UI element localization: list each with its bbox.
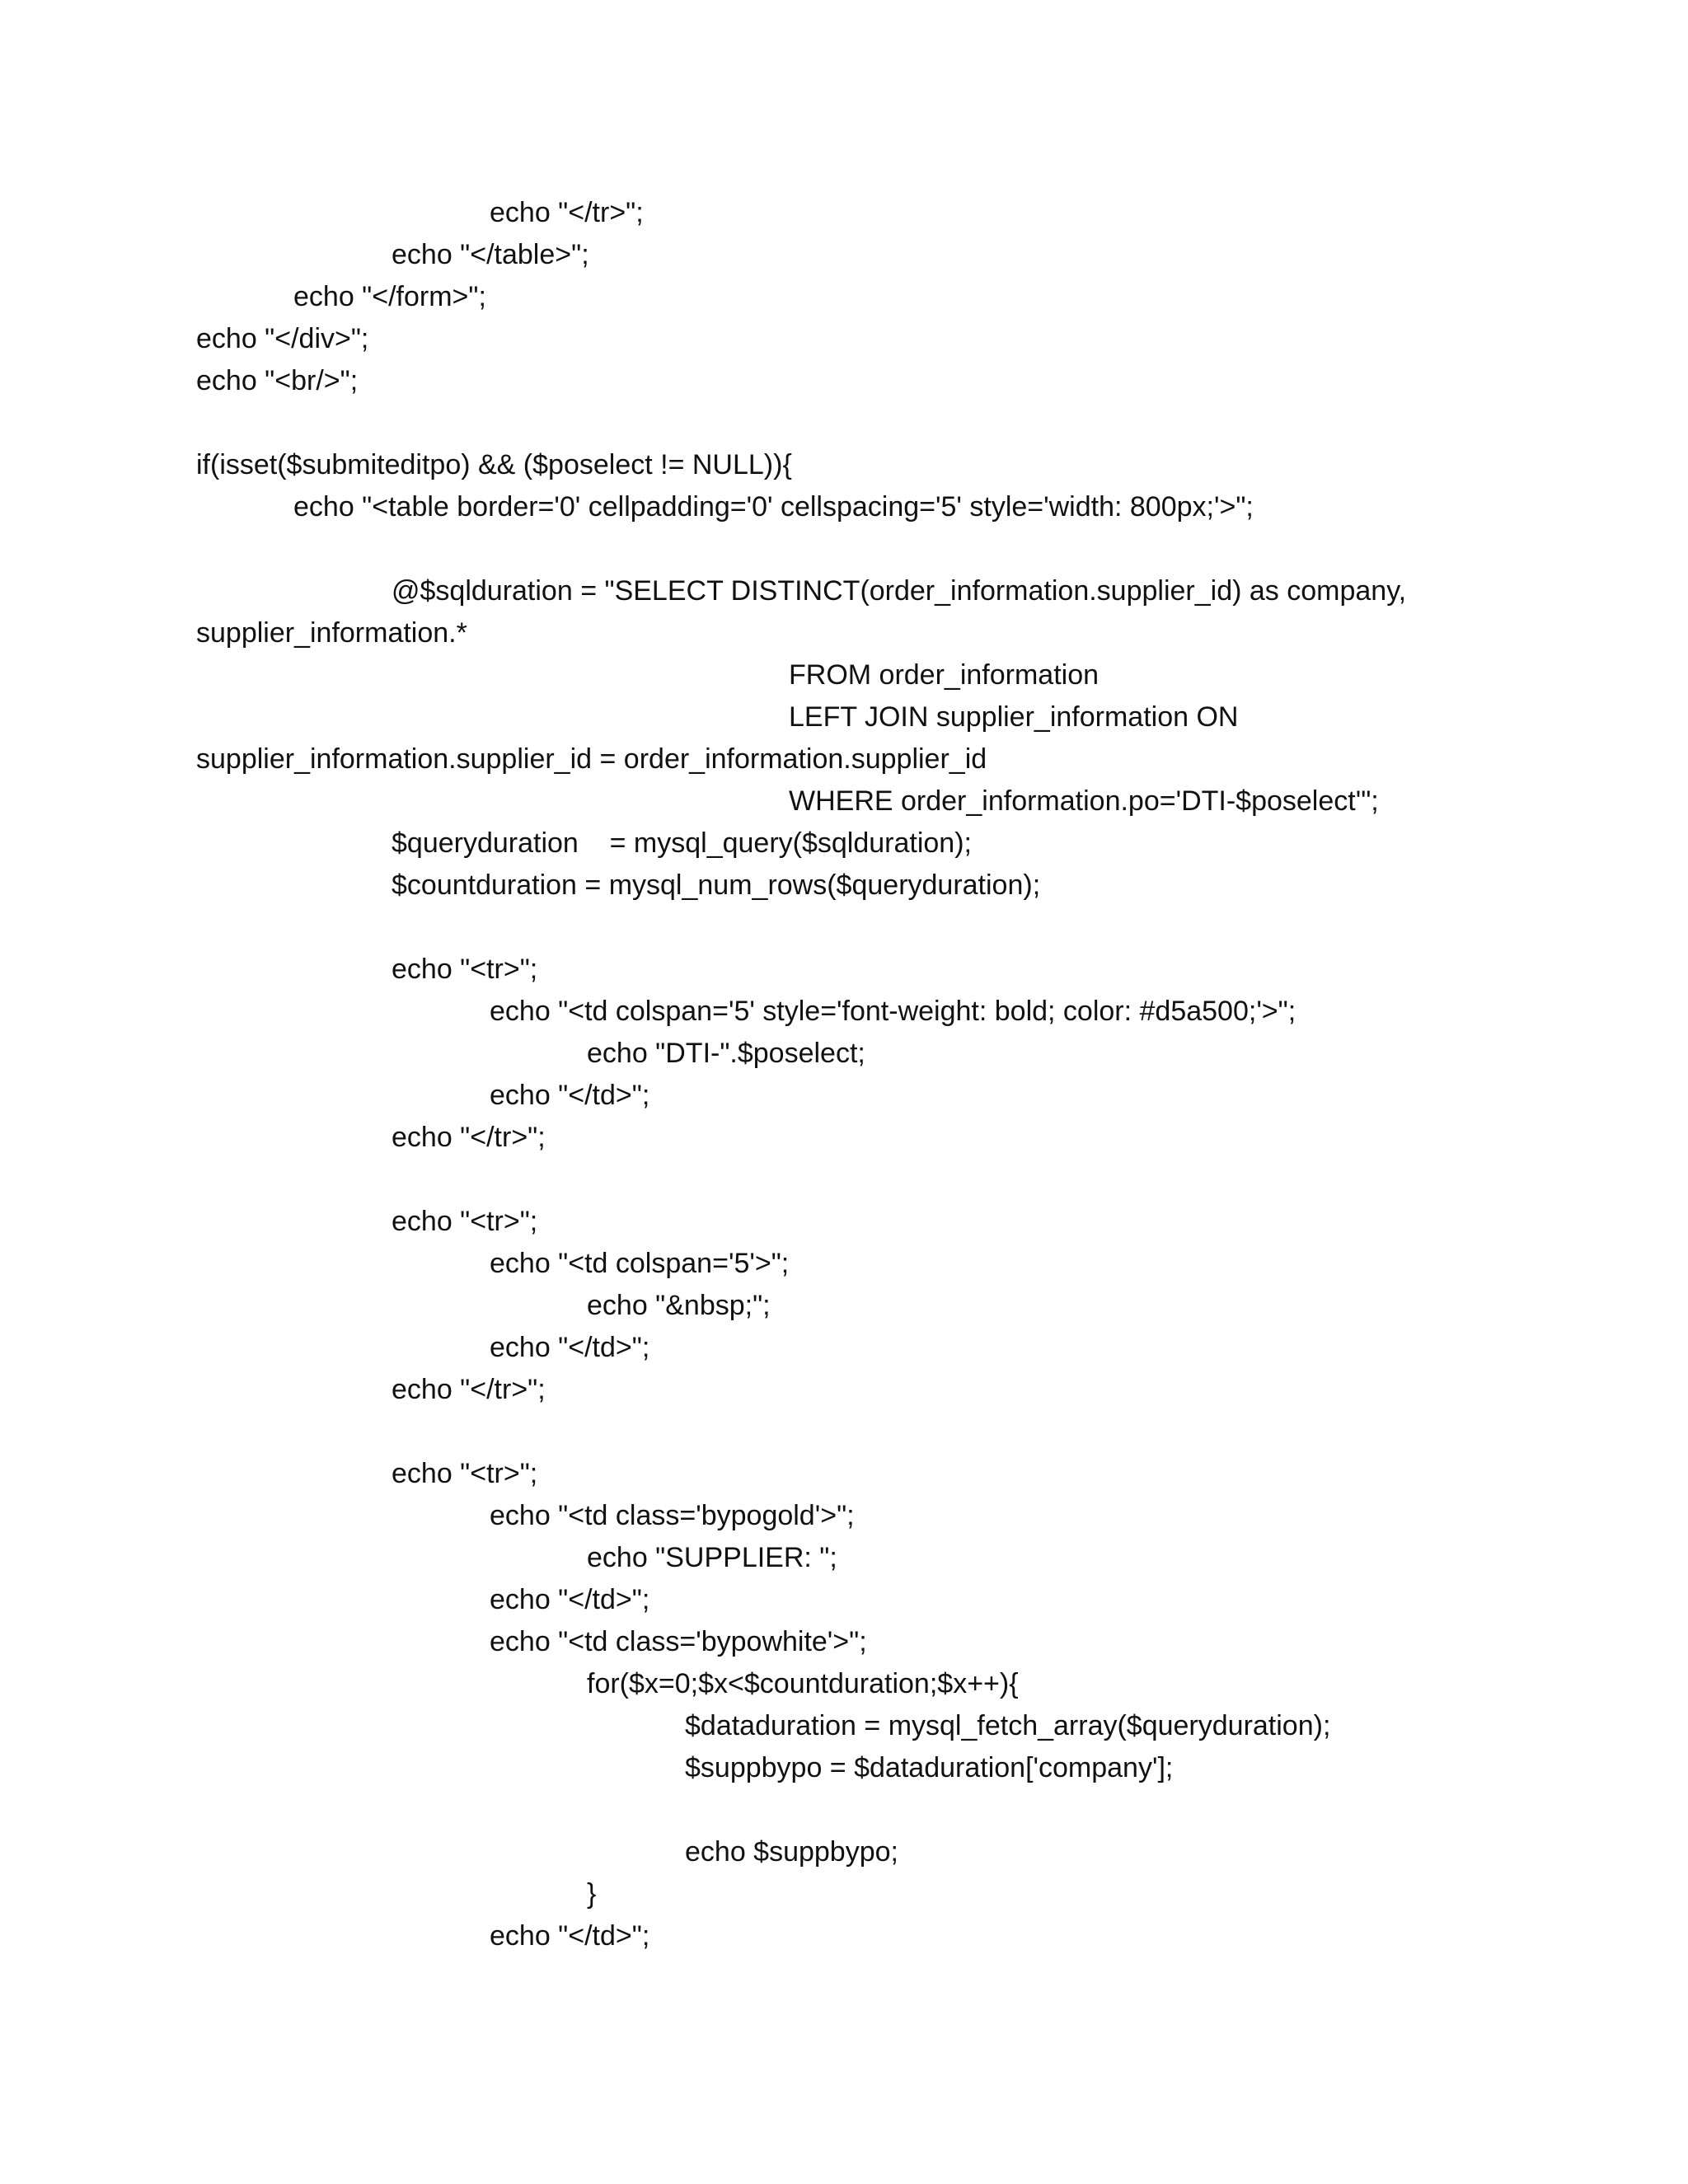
code-line: echo "<td class='bypowhite'>"; [490, 1626, 867, 1657]
code-line: echo "<table border='0' cellpadding='0' cellspacing='5' style='width: 800px;'>"; [293, 491, 1254, 523]
code-line: echo "<td colspan='5'>"; [490, 1248, 790, 1279]
code-line: echo "</td>"; [490, 1920, 650, 1952]
code-line: echo "DTI-".$poselect; [587, 1038, 865, 1069]
code-line: echo "</form>"; [293, 281, 486, 312]
code-line: LEFT JOIN supplier_information ON [789, 701, 1239, 733]
code-line: echo "</td>"; [490, 1584, 650, 1615]
code-line: WHERE order_information.po='DTI-$poselect'"; [789, 785, 1379, 817]
code-line: echo "</tr>"; [490, 197, 644, 228]
code-line: $suppbypo = $dataduration['company']; [685, 1752, 1174, 1783]
code-line: echo "<tr>"; [392, 1206, 538, 1237]
code-line: FROM order_information [789, 659, 1100, 691]
code-line: echo "<td class='bypogold'>"; [490, 1500, 855, 1531]
code-line: if(isset($submiteditpo) && ($poselect != NULL)){ [196, 449, 792, 480]
code-line: @$sqlduration = "SELECT DISTINCT(order_information.supplier_id) as company, [392, 575, 1407, 607]
code-line: echo "</tr>"; [392, 1374, 546, 1405]
code-line: for($x=0;$x<$countduration;$x++){ [587, 1668, 1019, 1699]
code-line: supplier_information.* [196, 617, 467, 649]
code-line: echo "<tr>"; [392, 1458, 538, 1489]
code-line: $queryduration = mysql_query($sqlduration); [392, 827, 972, 859]
code-line: $countduration = mysql_num_rows($queryduration); [392, 869, 1041, 901]
code-line: supplier_information.supplier_id = order_information.supplier_id [196, 743, 987, 775]
code-line: echo "</table>"; [392, 239, 589, 270]
code-line: echo "</div>"; [196, 323, 369, 354]
code-line: echo "<tr>"; [392, 954, 538, 985]
code-line: echo "</tr>"; [392, 1122, 546, 1153]
code-line: echo "</td>"; [490, 1332, 650, 1363]
code-line: echo "SUPPLIER: "; [587, 1542, 837, 1573]
code-line: echo "&nbsp;"; [587, 1290, 771, 1321]
code-line: echo "</td>"; [490, 1080, 650, 1111]
code-line: $dataduration = mysql_fetch_array($queryduration); [685, 1710, 1331, 1741]
code-line: } [587, 1878, 597, 1910]
code-line: echo "<br/>"; [196, 365, 359, 396]
code-line: echo "<td colspan='5' style='font-weight: bold; color: #d5a500;'>"; [490, 996, 1296, 1027]
code-line: echo $suppbypo; [685, 1836, 898, 1868]
